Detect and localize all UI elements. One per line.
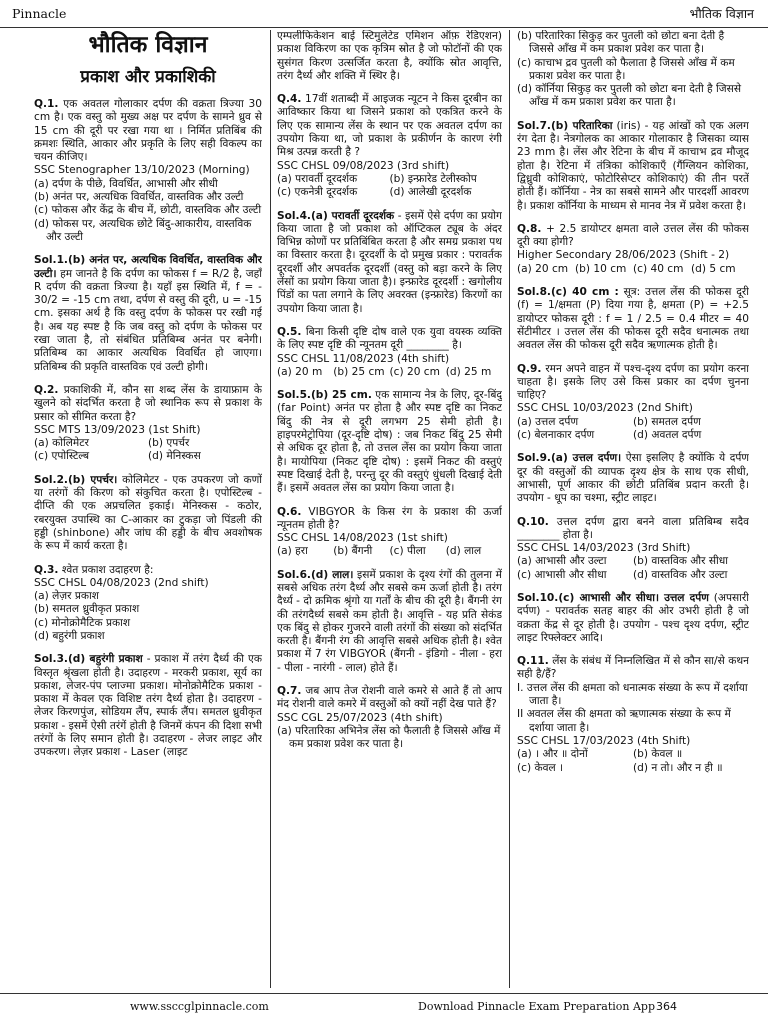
footer-website-link[interactable]: www.ssccglpinnacle.com [130, 1000, 269, 1013]
solution-5 [277, 389, 502, 495]
option-a: (a) आभासी और उल्टा [517, 555, 607, 568]
option-c: (c) फोकस और केंद्र के बीच में, छोटी, वास्तविक और उल्टी [34, 204, 262, 217]
page-title: भौतिक विज्ञान [88, 32, 208, 58]
option-a: (a) 20 cm [517, 262, 569, 275]
option-c: (c) केवल । [517, 761, 564, 774]
option-a: (a) । और ॥ दोनों [517, 748, 588, 761]
solution-label: Sol.6.(d) लाल। [277, 568, 354, 581]
question-7 [277, 685, 502, 751]
option-d: (d) 25 m [445, 365, 492, 378]
solution-body: हम जानते है कि दर्पण का फोकस f = R/2 है, जहाँ R दर्पण की वक्रता त्रिज्या है। यहाँ इस स्थिति में, f = - 30/2 = -15 cm तथा, दर्पण से वस्तु की दूरी, u = -15 cm. इसका अर्थ है कि वस्तु दर्पण के फोकस पर रखी गई है। अब यह स्पष्ट है कि जब वस्तु को दर्पण के फोकस पर रखा जाता है, तो संबंधित प्रतिबिम्ब अनंत पर बनेगी। प्रतिबिम्ब का आकार अत्यधिक विवर्धित हो जाएगा। प्रतिबिम्ब की प्रकृति वास्तविक एवं उल्टी होगी। [34, 267, 262, 373]
exam-source: SSC CHSL 09/08/2023 (3rd shift) [277, 159, 450, 172]
column-divider [509, 30, 510, 988]
question-body: लेंस के संबंध में निम्नलिखित में से कौन सा/से कथन सही है/हैं? [517, 655, 749, 681]
question-body: 17वीं शताब्दी में आइजक न्यूटन ने किस दूरबीन का आविष्कार किया था जिसने प्रकाश को एकत्रित करने के लिए एक सामान्य लेंस के स्थान पर एक अवतल दर्पण का उपयोग किया था, जो प्रकाश के प्रकीर्णन के कारण रंगी मिश्र उत्पन्न करती है ? [277, 93, 502, 159]
option-b: (b) समतल ध्रुवीकृत प्रकाश [34, 603, 140, 616]
question-body: एक अवतल गोलाकार दर्पण की वक्रता त्रिज्या 30 cm है। एक वस्तु को मुख्य अक्ष पर दर्पण के सामने ध्रुव से 15 cm की दूरी पर रखा गया था । निर्मित प्रतिबिंब की क्रमशः स्थिति, आकार और प्रकृति के लिए सही विकल्प का चयन कीजिए। [34, 98, 262, 164]
header-subject: भौतिक विज्ञान [689, 6, 754, 21]
exam-source: SSC CHSL 10/03/2023 (2nd Shift) [517, 402, 693, 415]
question-label: Q.4. [277, 93, 302, 106]
question-10 [517, 516, 749, 582]
option-b: (b) अनंत पर, अत्यधिक विवर्धित, वास्तविक और उल्टी [34, 191, 244, 204]
option-a: (a) परितारिका अभिनेत्र लेंस को फैलाती है जिससे आँख में कम प्रकाश प्रवेश कर पाता है। [277, 724, 501, 751]
option-b: (b) केवल ॥ [633, 748, 683, 761]
option-d: (d) न तो। और न ही ॥ [633, 761, 723, 774]
question-label: Q.3. [34, 563, 59, 576]
option-a: (a) उत्तल दर्पण [517, 415, 579, 428]
solution-7 [517, 120, 749, 213]
question-body: उत्तल दर्पण द्वारा बनने वाला प्रतिबिम्ब सदैव ________ होता है। [517, 515, 749, 541]
option-c: (c) एकनेत्री दूरदर्शक [277, 186, 358, 199]
question-label: Q.9. [517, 362, 542, 375]
option-d: (d) वास्तविक और उल्टा [633, 568, 728, 581]
statement-1: I. उत्तल लेंस की क्षमता को धनात्मक संख्या के रूप में दर्शाया जाता है। [517, 681, 748, 708]
page-number: 364 [656, 1000, 677, 1013]
option-b: (b) बैंगनी [333, 545, 373, 558]
column-divider [270, 30, 271, 988]
solution-body: सूत्र: उत्तल लेंस की फोकस दूरी (f) = 1/क्षमता (P) दिया गया है, क्षमता (P) = +2.5 डायोप्टर फोकस दूरी : f = 1 / 2.5 = 0.4 मीटर = 40 सेंटीमीटर । उत्तल लेंस की फोकस दूरी सदैव धनात्मक तथा अवतल लेंस की फोकस दूरी सदैव ऋणात्मक होती है। [517, 286, 749, 352]
exam-source: SSC Stenographer 13/10/2023 (Morning) [34, 164, 250, 177]
solution-body: ऐसा इसलिए है क्योंकि ये दर्पण दूर की वस्तुओं की व्यापक दृश्य क्षेत्र के साथ एक सीधी, आभासी, पूर्ण आकार की छोटी प्रतिबिंब प्रदान करती है। उपयोग - धूप का चश्मा, स्ट्रीट लाइट। [517, 452, 749, 505]
page-header [0, 0, 768, 28]
solution-label: Sol.1.(b) अनंत पर, अत्यधिक विवर्धित, वास्तविक और उल्टी। [34, 254, 262, 280]
question-3 [34, 564, 262, 644]
question-body: बिना किसी दृष्टि दोष वाले एक युवा वयस्क व्यक्ति के लिए स्पष्ट दृष्टि की न्यूनतम दूरी ________ है। [277, 325, 502, 352]
option-c: (c) एपोस्टिल्ब [34, 450, 90, 463]
question-label: Q.8. [517, 222, 542, 235]
solution-body: - इसमें ऐसे दर्पण का प्रयोग किया जाता है जो प्रकाश को ऑप्टिकल ट्यूब के अंदर विभिन्न कोणों पर प्रतिबिंबित करता है और समग्र प्रकाश पथ का विस्तार करता है। दूरदर्शी के दो प्रमुख प्रकार : परावर्तक दूरदर्शी और अपवर्तक दूरदर्शी (वस्तु को बड़ा करने के लिए लेंसों का प्रयोग किया जाता है)। इन्फ्रारेड दूरदर्शी : खगोलीय पिंडों का पता लगाने के लिए अवरक्त (इन्फ्रारेड) किरणों का उपयोग किया जाता है। [277, 209, 502, 315]
question-label: Q.11. [517, 655, 549, 668]
solution-label: Sol.2.(b) एपर्चर। [34, 473, 118, 486]
solution-label: Sol.10.(c) आभासी और सीधा। उत्तल दर्पण [517, 591, 709, 604]
option-b: (b) इन्फ्रारेड टेलीस्कोप [389, 172, 477, 185]
option-d: (d) आलेखी दूरदर्शक [389, 186, 472, 199]
question-body: श्वेत प्रकाश उदाहरण है: [61, 563, 154, 576]
option-d: (d) लाल [445, 545, 482, 558]
option-b: (b) एपर्चर [148, 437, 190, 450]
solution-label: Sol.9.(a) उत्तल दर्पण। [517, 452, 622, 465]
option-d: (d) कॉर्निया सिकुड़ कर पुतली को छोटा बना देती है जिससे आँख में कम प्रकाश प्रवेश कर पाता है। [517, 83, 741, 109]
solution-label: Sol.7.(b) परितारिका [517, 119, 613, 132]
solution-label: Sol.8.(c) 40 cm : [517, 286, 619, 299]
question-label: Q.1. [34, 98, 59, 110]
option-a: (a) परावर्ती दूरदर्शक [277, 172, 358, 185]
option-c: (c) आभासी और सीधा [517, 568, 607, 581]
column-1 [34, 30, 262, 990]
question-4 [277, 93, 502, 199]
solution-2 [34, 474, 262, 554]
solution-1 [34, 254, 262, 374]
question-body: VIBGYOR के किस रंग के प्रकाश की ऊर्जा न्यूनतम होती है? [277, 505, 502, 531]
solution-body: (iris) - यह आंखों को एक अलग रंग देता है। नेत्रगोलक का आकार गोलाकार है जिसका व्यास 23 mm है। लेंस और रेटिना के बीच में काचाभ द्रव मौजूद होता है। रेटिना में तंत्रिका कोशिकाएँ (गैंग्लियन कोशिका, द्विध्रुवी कोशिकाएं, फोटोरिसेप्टर कोशिकाएं) की तीन परतें होती हैं। कॉर्निया - नेत्र का सबसे सामने और पारदर्शी आवरण है। प्रकाश कॉर्निया के माध्यम से मानव नेत्र में प्रवेश करता है। [517, 119, 749, 212]
solution-10 [517, 592, 749, 645]
options-grid [517, 263, 749, 276]
solution-body: कोलिमेटर - एक उपकरण जो कणों या तरंगों की किरण को संकुचित करता है। एपोस्टिल्ब - दीप्ति की एक अप्रचलित इकाई। मेनिस्कस - कठोर, रबरयुक्त उपास्थि का C-आकार का टुकड़ा जो पिंडली की हड्डी (shinbone) और जांघ की हड्डी के बीच अवशोषक के रूप में कार्य करता है। [34, 473, 262, 553]
question-1 [34, 98, 262, 244]
option-d: (d) मेनिस्कस [148, 450, 201, 463]
option-c: (c) बेलनाकार दर्पण [517, 429, 595, 442]
options-grid [277, 366, 502, 379]
question-5 [277, 326, 502, 379]
exam-source: SSC CHSL 04/08/2023 (2nd shift) [34, 576, 209, 589]
option-d: (d) 5 cm [691, 262, 736, 275]
solution-label: Sol.5.(b) 25 cm. [277, 389, 372, 402]
question-6 [277, 506, 502, 559]
option-b: (b) वास्तविक और सीधा [633, 555, 728, 568]
option-a: (a) लेज़र प्रकाश [34, 590, 99, 603]
question-label: Q.10. [517, 515, 549, 528]
page-footer [0, 993, 768, 1019]
option-a: (a) कोलिमेटर [34, 437, 89, 450]
question-8 [517, 223, 749, 276]
solution-body: एक सामान्य नेत्र के लिए, दूर-बिंदु (far Point) अनंत पर होता है और स्पष्ट दृष्टि का निकट बिंदु की नेत्र से दूरी लगभग 25 सेमी होती है। हाइपरमेट्रोपिया (दूर-दृष्टि दोष) : जब निकट बिंदु 25 सेमी से अधिक दूर होता है, तो उत्तल लेंस का प्रयोग किया जाता है। मायोपिया (निकट दृष्टि दोष) : इसमें निकट की वस्तुएं स्पष्ट दिखाई देती है, परन्तु दूर की वस्तुएं धुंधली दिखाई देती हैं। इसमें अवतल लेंस का प्रयोग किया जाता है। [277, 389, 502, 495]
solution-8 [517, 286, 749, 352]
option-d: (d) अवतल दर्पण [633, 429, 702, 442]
question-body: जब आप तेज रोशनी वाले कमरे से आते हैं तो आप मंद रोशनी वाले कमरे में वस्तुओं को क्यों नहीं देख पाते हैं? [277, 685, 502, 711]
question-body: रमन अपने वाहन में पश्च-दृश्य दर्पण का प्रयोग करना चाहता है। इसके लिए उसे किस प्रकार का दर्पण चुनना चाहिए? [517, 362, 749, 402]
question-9 [517, 363, 749, 443]
question-11 [517, 655, 749, 775]
option-a: (a) हरा [277, 545, 308, 558]
section-title: प्रकाश और प्रकाशिकी [80, 67, 216, 87]
solution-body: इसमें प्रकाश के दृश्य रंगों की तुलना में सबसे अधिक तरंग दैर्ध्य और सबसे कम ऊर्जा होती है। तरंग दैर्ध्य - दो क्रमिक श्रृंगो या गर्तों के बीच की दूरी है। बैंगनी रंग की तरंगदैर्ध्य सबसे कम होती है। आवृत्ति - यह प्रति सेकंड एक बिंदु से होकर गुजरने वाली तरंगों की संख्या को संदर्भित करती है। बैंगनी रंग की आवृत्ति सबसे अधिक होती है। श्वेत प्रकाश में 7 रंग VIBGYOR (बैंगनी - इंडिगो - नीला - हरा - पीला - नारंगी - लाल) होते हैं। [277, 568, 502, 674]
option-b: (b) परितारिका सिकुड़ कर पुतली को छोटा बना देती है जिससे आँख में कम प्रकाश प्रवेश कर पाता है। [517, 30, 725, 56]
continued-text: एम्पलीफिकेशन बाई स्टिमुलेटेड एमिशन ऑफ़ रेडिएशन) प्रकाश विकिरण का एक कृत्रिम स्रोत है जो फोटॉनों की एक सुसंगत किरण उत्सर्जित करता है, क्योंकि स्रोत आवृत्ति, तरंग दैर्ध्य और शक्ति में स्थिर है। [277, 30, 502, 82]
solution-3-continued [277, 30, 502, 83]
exam-source: SSC CHSL 14/08/2023 (1st shift) [277, 532, 448, 545]
options-grid [277, 545, 502, 558]
solution-label: Sol.4.(a) परावर्ती दूरदर्शक [277, 209, 395, 222]
question-text [34, 98, 262, 164]
option-c: (c) 20 cm [389, 365, 440, 378]
option-c: (c) पीला [389, 545, 426, 558]
statement-2: II अवतल लेंस की क्षमता को ऋणात्मक संख्या के रूप में दर्शाया जाता है। [517, 708, 731, 734]
solution-9 [517, 452, 749, 505]
exam-source: SSC MTS 13/09/2023 (1st Shift) [34, 423, 201, 436]
option-b: (b) 10 cm [575, 262, 627, 275]
option-c: (c) मोनोक्रोमैटिक प्रकाश [34, 616, 131, 629]
question-body: + 2.5 डायोप्टर क्षमता वाले उत्तल लेंस की फोकस दूरी क्या होगी? [517, 222, 749, 249]
options-grid [34, 437, 262, 464]
exam-source: SSC CHSL 11/08/2023 (4th shift) [277, 352, 450, 365]
question-2 [34, 384, 262, 464]
option-d: (d) बहुरंगी प्रकाश [34, 629, 105, 642]
option-b: (b) 25 cm [333, 365, 385, 378]
options-grid [277, 173, 502, 200]
exam-source: SSC CGL 25/07/2023 (4th shift) [277, 711, 443, 724]
exam-source: SSC CHSL 17/03/2023 (4th Shift) [517, 734, 691, 747]
option-c: (c) काचाभ द्रव पुतली को फैलाता है जिससे आँख में कम प्रकाश प्रवेश कर पाता है। [517, 56, 735, 82]
option-c: (c) 40 cm [633, 262, 684, 275]
solution-6 [277, 569, 502, 675]
solution-label: Sol.3.(d) बहुरंगी प्रकाश [34, 653, 143, 666]
option-a: (a) दर्पण के पीछे, विवर्धित, आभासी और सीधी [34, 177, 218, 190]
column-2 [277, 30, 502, 990]
solution-body: - प्रकाश में तरंग दैर्ध्य की एक विस्तृत श्रृंखला होती है। उदाहरण - मरकरी प्रकाश, सूर्य का प्रकाश, लेजर-पंप प्लाज्मा प्रकाश। मोनोक्रोमैटिक प्रकाश - प्रकाश में केवल एक विशिष्ट तरंग दैर्ध्य होता है। उदाहरण - लेजर किरणपुंज, सोडियम लैंप, स्पार्क लैंप। समतल ध्रुवीकृत प्रकाश - इसमें ऐसी तरंगें होती है जिनमें कंपन की दिशा सभी तरंगों के लिए समान होती है। उदाहरण - लेजर लाइट और उपकरण। लेज़र प्रकाश - Laser (लाइट [34, 653, 262, 759]
column-3 [517, 30, 749, 990]
options-grid [517, 416, 749, 443]
question-label: Q.6. [277, 505, 302, 518]
options-grid [517, 555, 749, 582]
question-body: प्रकाशिकी में, कौन सा शब्द लेंस के डायाफ्राम के खुलने को संदर्भित करता है जो स्थानिक रूप से प्रकाश के प्रसार को सीमित करता है? [34, 383, 262, 423]
option-d: (d) फोकस पर, अत्यधिक छोटे बिंदु-आकारीय, वास्तविक और उल्टी [34, 217, 252, 243]
question-7-continued [517, 30, 749, 110]
footer-app-promo: Download Pinnacle Exam Preparation App [418, 1000, 655, 1013]
options-grid [517, 748, 749, 775]
option-b: (b) समतल दर्पण [633, 415, 701, 428]
question-label: Q.7. [277, 685, 302, 698]
option-a: (a) 20 m [277, 365, 323, 378]
solution-body: (अपसारी दर्पण) - परावर्तक सतह बाहर की ओर उभरी होती है जो वक्रता केंद्र से दूर होती है। उपयोग - पश्च दृश्य दर्पण, स्ट्रीट लाइट रिफ्लेक्टर आदि। [517, 591, 749, 644]
solution-4 [277, 210, 502, 316]
exam-source: Higher Secondary 28/06/2023 (Shift - 2) [517, 249, 730, 262]
question-label: Q.5. [277, 325, 302, 338]
question-label: Q.2. [34, 383, 59, 396]
header-brand: Pinnacle [12, 6, 67, 21]
exam-source: SSC CHSL 14/03/2023 (3rd Shift) [517, 542, 691, 555]
solution-3 [34, 653, 262, 759]
